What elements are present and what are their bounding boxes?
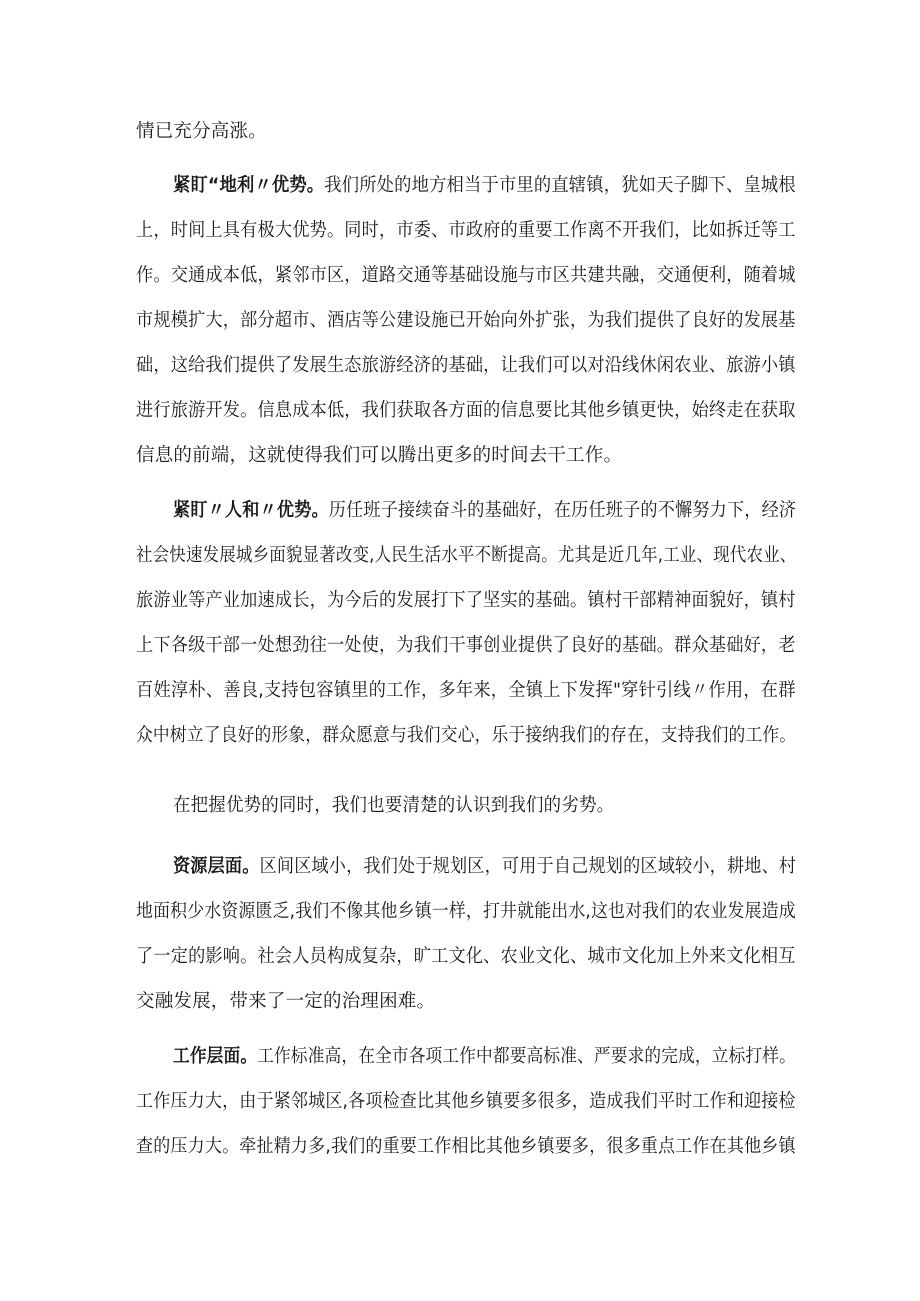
paragraph-line: 工作压力大，由于紧邻城区,各项检查比其他乡镇要多很多，造成我们平时工作和迎接检 [136, 1091, 796, 1112]
paragraph-line: 旅游业等产业加速成长，为今后的发展打下了坚实的基础。镇村干部精神面貌好，镇村 [136, 590, 796, 611]
paragraph-heading: 紧盯〃人和〃优势。 [173, 500, 329, 521]
paragraph-line: 上下各级干部一处想劲往一处使，为我们干事创业提供了良好的基础。群众基础好，老 [136, 635, 796, 656]
paragraph-text: 区间区域小，我们处于规划区，可用于自己规划的区域较小，耕地、村 [259, 856, 797, 877]
paragraph-line: 础，这给我们提供了发展生态旅游经济的基础，让我们可以对沿线休闲农业、旅游小镇 [136, 355, 796, 376]
paragraph-line: 情已充分高涨。 [136, 121, 267, 142]
paragraph-line: 查的压力大。牵扯精力多,我们的重要工作相比其他乡镇要多，很多重点工作在其他乡镇 [136, 1136, 796, 1157]
paragraph-line: 交融发展，带来了一定的治理困难。 [136, 991, 436, 1012]
paragraph-line: 信息的前端，这就使得我们可以腾出更多的时间去干工作。 [136, 445, 623, 466]
paragraph-line: 众中树立了良好的形象，群众愿意与我们交心，乐于接纳我们的存在，支持我们的工作。 [136, 725, 797, 746]
paragraph-line: 市规模扩大，部分超市、酒店等公建设施已开始向外扩张，为我们提供了良好的发展基 [136, 310, 796, 331]
paragraph-text: 工作标准高，在全市各项工作中都要高标准、严要求的完成，立标打样。 [257, 1046, 796, 1067]
paragraph-heading: 资源层面。 [173, 856, 260, 877]
paragraph-first-line [173, 497, 797, 525]
paragraph-line: 上，时间上具有极大优势。同时，市委、市政府的重要工作离不开我们，比如拆迁等工 [136, 220, 796, 241]
paragraph-line: 进行旅游开发。信息成本低，我们获取各方面的信息要比其他乡镇更快，始终走在获取 [136, 400, 796, 421]
paragraph-line: 地面积少水资源匮乏,我们不像其他乡镇一样，打井就能出水,这也对我们的农业发展造成 [136, 901, 796, 922]
paragraph-line: 百姓淳朴、善良,支持包容镇里的工作，多年来，全镇上下发挥"穿针引线〃作用，在群 [136, 680, 796, 701]
paragraph-first-line [173, 1043, 796, 1071]
paragraph-line: 社会快速发展城乡面貌显著改变,人民生活水平不断提高。尤其是近几年,工业、现代农业、 [136, 545, 797, 566]
paragraph-first-line: 在把握优势的同时，我们也要清楚的认识到我们的劣势。 [173, 795, 615, 816]
paragraph-text: 历任班子接续奋斗的基础好，在历任班子的不懈努力下，经济 [328, 500, 797, 521]
paragraph-heading: 紧盯“地利〃优势。 [173, 175, 325, 196]
paragraph-line: 作。交通成本低，紧邻市区，道路交通等基础设施与市区共建共融，交通便利，随着城 [136, 265, 796, 286]
paragraph-first-line [173, 853, 797, 881]
paragraph-line: 了一定的影响。社会人员构成复杂，旷工文化、农业文化、城市文化加上外来文化相互 [136, 946, 796, 967]
paragraph-text: 我们所处的地方相当于市里的直辖镇，犹如天子脚下、皇城根 [324, 175, 796, 196]
paragraph-heading: 工作层面。 [173, 1046, 258, 1067]
paragraph-first-line [173, 172, 796, 200]
